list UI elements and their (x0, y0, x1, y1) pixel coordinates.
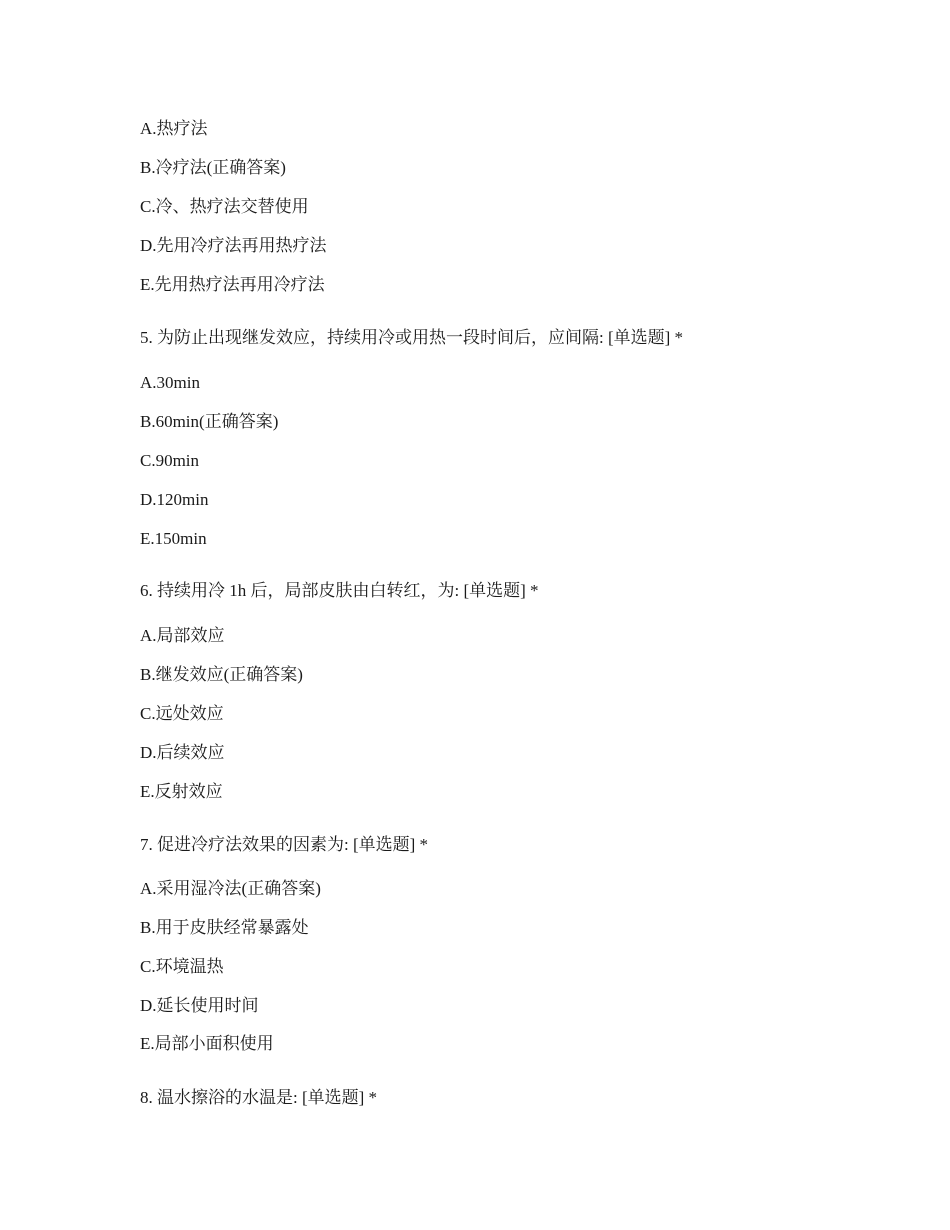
q5-option-b: B.60min(正确答案) (140, 412, 279, 431)
q4-option-e: E.先用热疗法再用冷疗法 (140, 275, 325, 294)
q6-option-e: E.反射效应 (140, 782, 223, 801)
q5-question: 5. 为防止出现继发效应，持续用冷或用热一段时间后，应间隔: [单选题] * (140, 328, 684, 347)
q4-option-a: A.热疗法 (140, 119, 208, 138)
q7-option-a: A.采用湿冷法(正确答案) (140, 879, 321, 898)
q5-option-e: E.150min (140, 529, 207, 548)
q5-option-a: A.30min (140, 373, 200, 392)
q6-question: 6. 持续用冷 1h 后，局部皮肤由白转红，为: [单选题] * (140, 581, 539, 600)
q4-option-b: B.冷疗法(正确答案) (140, 158, 286, 177)
q6-option-c: C.远处效应 (140, 704, 224, 723)
q7-option-e: E.局部小面积使用 (140, 1034, 274, 1053)
q6-option-b: B.继发效应(正确答案) (140, 665, 303, 684)
q8-question: 8. 温水擦浴的水温是: [单选题] * (140, 1088, 378, 1107)
q6-option-d: D.后续效应 (140, 743, 225, 762)
q4-option-c: C.冷、热疗法交替使用 (140, 197, 309, 216)
q6-option-a: A.局部效应 (140, 626, 225, 645)
q5-option-d: D.120min (140, 490, 209, 509)
q5-option-c: C.90min (140, 451, 200, 470)
q7-option-d: D.延长使用时间 (140, 996, 259, 1015)
q7-option-b: B.用于皮肤经常暴露处 (140, 918, 309, 937)
q7-question: 7. 促进冷疗法效果的因素为: [单选题] * (140, 835, 429, 854)
q4-option-d: D.先用冷疗法再用热疗法 (140, 236, 327, 255)
q7-option-c: C.环境温热 (140, 957, 224, 976)
